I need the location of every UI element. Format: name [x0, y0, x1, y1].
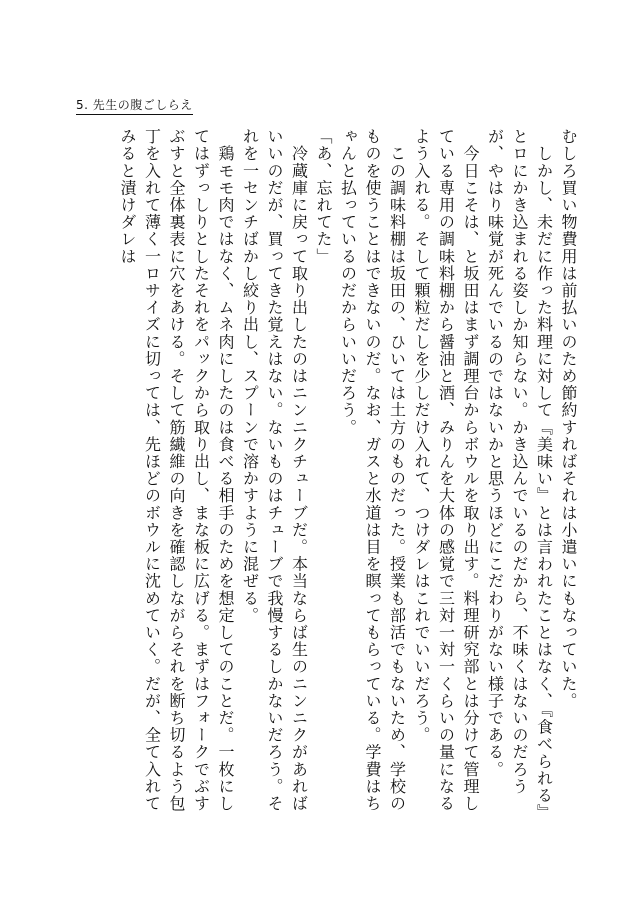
paragraph: 「あ、忘れてた」	[314, 128, 333, 265]
paragraph: 鶏モモ肉ではなく、ムネ肉にしたのは食べる相手のためを想定してのことだ。一枚にしてはずっしりとしたそれをパックから取り出し、まな板に広げる。まずはフォークでぶすぶすと全体裏表に穴をあける。そして筋繊維の向きを確認しながらそれを断ち切るよう包丁を入れて薄く一ロサイズに切っては、先ほどのボウルに沈めていく。だが、全て入れてみると漬けダレは	[118, 128, 235, 812]
paragraph: 冷蔵庫に戻って取り出したのはニンニクチューブだ。本当ならば生のニンニクがあればいいのだが、買ってきた覚えはない。ないものはチューブで我慢するしかないだろう。それを一センチばかし絞り出し、スプーンで溶かすように混ぜる。	[240, 128, 309, 812]
paragraph: この調味料棚は坂田の、ひいては土方のものだった。授業も部活でもないため、学校のものを使うことはできないのだ。なお、ガスと水道は目を瞑ってもらっている。学費はちゃんと払っているのだからいいだろう。	[338, 128, 407, 812]
paragraph: しかし、未だに作った料理に対して『美味い』とは言われたことはなく、『食べられる』とロにかき込まれる姿しか知らない。かき込んでいるのだから、不味くはないのだろうが、やはり味覚が死んでいるのではないかと思うほどにこだわりがない様子である。	[485, 128, 554, 822]
paragraph: むしろ買い物費用は前払いのため節約すればそれは小遣いにもなっていた。	[559, 128, 578, 710]
vertical-text-body	[70, 128, 580, 828]
paragraph: 今日こそは、と坂田はまず調理台からボウルを取り出す。料理研究部とは分けて管理している専用の調味料棚から醤油と酒、みりんを大体の感覚で三対一対一くらいの量になるよう入れる。そして顆粒だしを少しだけ入れて、つけダレはこれでいいだろう。	[412, 128, 480, 812]
chapter-header: 5. 先生の腹ごしらえ	[76, 96, 193, 115]
